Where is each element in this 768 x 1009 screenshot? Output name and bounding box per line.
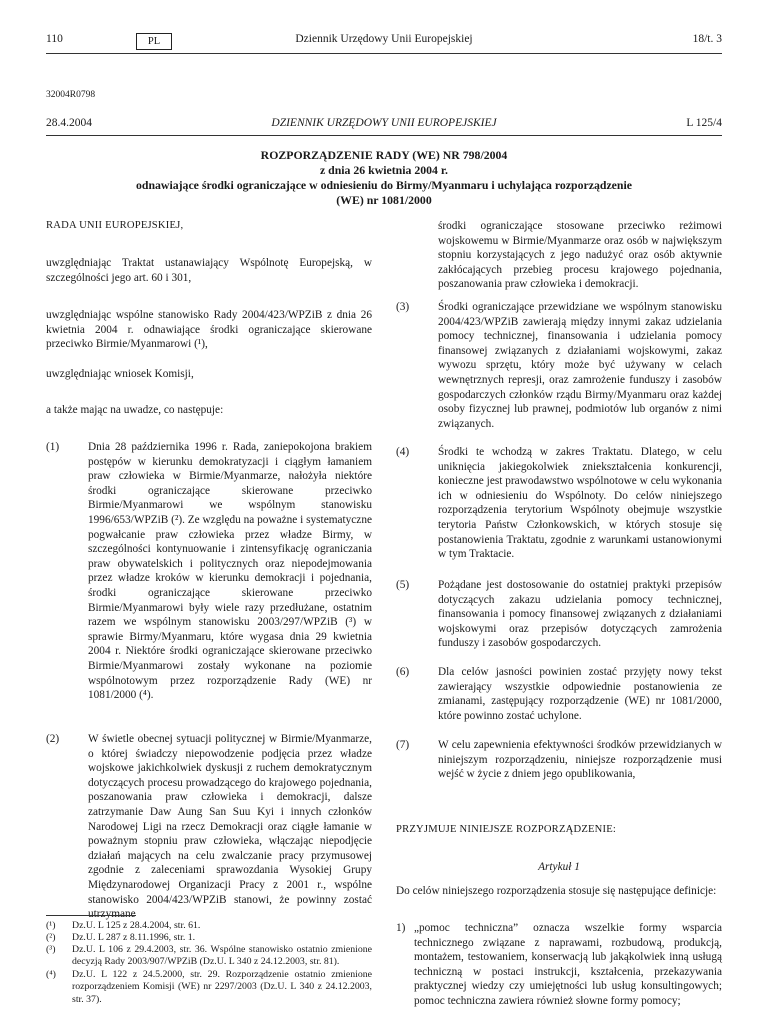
footnote-4: Dz.U. L 122 z 24.5.2000, str. 29. Rozporządzenie ostatnio zmienione rozporządzeniem Komisji (WE) nr 2297/2003 (Dz.U. L 340 z 24.12.2003, str. 37). <box>72 969 372 1005</box>
subheader-rule <box>46 135 722 136</box>
volume-ref: 18/t. 3 <box>692 33 722 45</box>
whereas-intro: a także mając na uwadze, co następuje: <box>46 404 224 416</box>
celex-number: 32004R0798 <box>46 90 96 100</box>
regulation-subject: odnawiające środki ograniczające w odniesieniu do Birmy/Myanmaru i uchylająca rozporządzenie <box>136 178 632 192</box>
enacting-formula: PRZYJMUJE NINIEJSZE ROZPORZĄDZENIE: <box>396 824 617 835</box>
publication-date: 28.4.2004 <box>46 117 92 129</box>
definition-number: 1) <box>396 922 406 934</box>
citation-proposal: uwzględniając wniosek Komisji, <box>46 368 194 380</box>
recital-number: (6) <box>396 666 410 678</box>
oj-reference: L 125/4 <box>686 117 722 129</box>
citation-treaty: uwzględniając Traktat ustanawiający Wspólnotę Europejską, w szczególności jego art. 60 i 301, <box>46 257 372 284</box>
footnote-marker: (⁴) <box>46 969 56 980</box>
journal-title: Dziennik Urzędowy Unii Europejskiej <box>295 33 473 45</box>
recital-4: Środki te wchodzą w zakres Traktatu. Dlatego, w celu uniknięcia jakiegokolwiek zniekształcenia konkurencji, konieczne jest prawodawstwo wspólnotowe w celu wykonania ich w odniesieniu do Wspólnoty. Do celów niniejszego rozporządzenia terytorium Wspólnoty obejmuje wszystkie terytoria Państw Członkowskich, w których stosuje się postanowienia Traktatu, zgodnie z warunkami ustanowionymi w tym Traktacie. <box>438 446 722 561</box>
recital-number: (5) <box>396 579 410 591</box>
article-1-intro: Do celów niniejszego rozporządzenia stosuje się następujące definicje: <box>396 885 717 897</box>
recital-number: (4) <box>396 446 410 458</box>
footnote-3: Dz.U. L 106 z 29.4.2003, str. 36. Wspólne stanowisko ostatnio zmienione decyzją Rady 2003/907/WPZiB (Dz.U. L 340 z 24.12.2003, str. 81). <box>72 944 372 968</box>
footnote-2: Dz.U. L 287 z 8.11.1996, str. 1. <box>72 932 196 943</box>
council-heading: RADA UNII EUROPEJSKIEJ, <box>46 220 184 231</box>
recital-2-continued: środki ograniczające stosowane przeciwko reżimowi wojskowemu w Birmie/Myanmarze oraz osób w największym stopniu korzystających z jego nadużyć oraz osób aktywnie zakłócających przebieg procesu krajowego pojednania, poszanowania praw człowieka i demokracji. <box>438 220 722 291</box>
regulation-title: ROZPORZĄDZENIE RADY (WE) NR 798/2004 <box>260 148 508 162</box>
recital-5: Pożądane jest dostosowanie do ostatniej praktyki przepisów dotyczących zakazu udzielania pomocy technicznej, finansowania i pomocy finansowej związanych z działaniami wojskowymi oraz przepisów dotyczących zamrożenia funduszy i zasobów gospodarczych. <box>438 579 722 650</box>
regulation-date: z dnia 26 kwietnia 2004 r. <box>319 163 449 177</box>
footnote-marker: (¹) <box>46 920 56 931</box>
header-rule <box>46 53 722 54</box>
recital-number: (2) <box>46 733 60 745</box>
footnote-marker: (²) <box>46 932 56 943</box>
recital-3: Środki ograniczające przewidziane we wspólnym stanowisku 2004/423/WPZiB zawierają między innymi zakaz udzielania pomocy technicznej, finansowania i udzielania pomocy finansowej związanych z działaniami wojskowymi, zakaz wywozu sprzętu, który może być używany w celach wewnętrznych represji, oraz zamrożenie funduszy i zasobów gospodarczych członków rządu Birmy/Myanmaru oraz każdej osoby fizycznej lub prawnej, podmiotów lub organów z nimi związanych. <box>438 301 722 430</box>
footnote-rule <box>46 915 136 916</box>
page-number: 110 <box>46 33 63 45</box>
recital-number: (1) <box>46 441 60 453</box>
language-badge: PL <box>136 33 172 50</box>
recital-2: W świetle obecnej sytuacji politycznej w Birmie/Myanmarze, o której świadczy niepowodzenie podjęcia przez władze wojskowe jakichkolwiek dyskusji z ruchem demokratycznym dotyczących procesu prowadzącego do krajowego pojednania, poszanowania praw człowieka i demokracji, dalsze zatrzymanie Daw Aung San Suu Kyi i innych członków Narodowej Ligi na rzecz Demokracji oraz ciągłe łamanie w poważnym stopniu praw człowieka, włączając niepodjęcie działań mających na celu zwalczanie pracy przymusowej zgodnie z zaleceniami sprawozdania Wysokiej Grupy Międzynarodowej Organizacji Pracy z 2001 r., wspólne stanowisko 2004/423/WPZiB stanowi, że powinny zostać utrzymane <box>88 733 372 921</box>
journal-caps: DZIENNIK URZĘDOWY UNII EUROPEJSKIEJ <box>271 117 497 129</box>
regulation-subject-cont: (WE) nr 1081/2000 <box>336 193 432 207</box>
recital-6: Dla celów jasności powinien zostać przyjęty nowy tekst zawierający wszystkie odpowiednie postanowienia ze zmianami, zastępujący rozporządzenie (WE) nr 1081/2000, które powinno zostać uchylone. <box>438 666 722 722</box>
recital-7: W celu zapewnienia efektywności środków przewidzianych w niniejszym rozporządzeniu, niniejsze rozporządzenie musi wejść w życie z dniem jego opublikowania, <box>438 739 722 781</box>
citation-common-position: uwzględniając wspólne stanowisko Rady 2004/423/WPZiB z dnia 26 kwietnia 2004 r. odnawiające środki ograniczające skierowane przeciwko Birmie/Myanmarowi (¹), <box>46 309 372 351</box>
footnote-marker: (³) <box>46 944 56 955</box>
recital-number: (7) <box>396 739 410 751</box>
recital-1: Dnia 28 października 1996 r. Rada, zaniepokojona brakiem postępów w kierunku demokratyzacji i ciągłym łamaniem praw człowieka w Birmie/Myanmarze, nałożyła niektóre środki ograniczające skierowane przeciwko Birmie/Myanmarowi we wspólnym stanowisku 1996/653/WPZiB (²). Ze względu na poważne i systematyczne pogwałcanie praw człowieka przez władze Birmy, w szczególności kontynuowanie i zintensyfikację ograniczania praw obywatelskich i politycznych oraz niepodejmowania przez władze kroków w kierunku demokracji i pojednania, środki ograniczające skierowane przeciwko Birmie/Myanmarowi były wiele razy przedłużane, ostatnim razem we wspólnym stanowisku 2003/297/WPZiB (³) w sprawie Birmy/Myanmaru, które wygasa dnia 29 kwietnia 2004 r. Niektóre środki ograniczające skierowane przeciwko Birmie/Myanmarowi zostały wykonane na poziomie wspólnotowym przez rozporządzenie Rady (WE) nr 1081/2000 (⁴). <box>88 441 372 702</box>
footnote-1: Dz.U. L 125 z 28.4.2004, str. 61. <box>72 920 201 931</box>
article-heading: Artykuł 1 <box>538 861 580 873</box>
definition-1: „pomoc techniczna” oznacza wszelkie formy wsparcia technicznego związane z naprawami, rozbudową, produkcją, montażem, testowaniem, konserwacją lub jakąkolwiek inną usługą techniczną w postaci instrukcji, kształcenia, przekazywania praktycznej wiedzy czy umiejętności lub usług konsultingowych; pomoc techniczna zawiera również słowne formy pomocy; <box>414 922 722 1007</box>
recital-number: (3) <box>396 301 410 313</box>
